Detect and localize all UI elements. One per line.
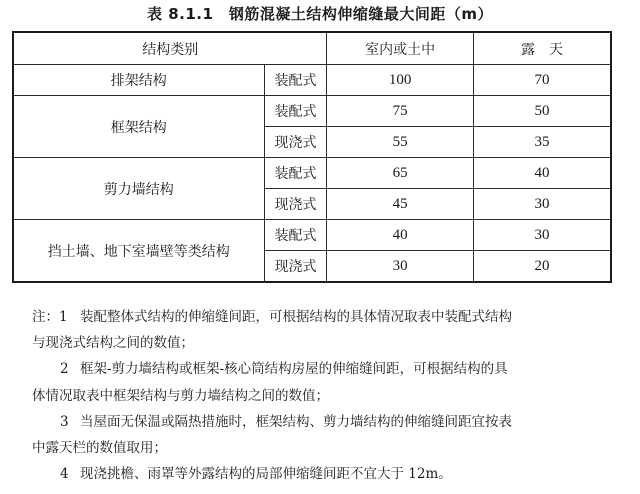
exposed-value: 30 [473, 189, 611, 220]
table-notes [32, 304, 632, 487]
method-cell: 现浇式 [264, 251, 327, 283]
indoor-value: 40 [327, 220, 474, 251]
note-2 [32, 356, 632, 382]
indoor-value: 65 [327, 158, 474, 189]
expansion-joint-table [12, 31, 612, 283]
header-row [13, 32, 611, 65]
note-3-line-1: 当屋面无保温或隔热措施时，框架结构、剪力墙结构的伸缩缝间距宜按表 [80, 413, 512, 430]
note-1 [32, 304, 632, 330]
table-row [13, 220, 611, 251]
structure-cell: 排架结构 [13, 65, 264, 96]
note-4 [32, 461, 632, 487]
note-3-line-2: 中露天栏的数值取用； [32, 440, 167, 457]
note-1-line-2: 与现浇式结构之间的数值； [32, 335, 194, 352]
note-4-line-1: 现浇挑檐、雨罩等外露结构的局部伸缩缝间距不宜大于 12m。 [80, 466, 452, 483]
exposed-value: 30 [473, 220, 611, 251]
table-row [13, 96, 611, 127]
method-cell: 装配式 [264, 220, 327, 251]
method-cell: 现浇式 [264, 189, 327, 220]
indoor-value: 55 [327, 127, 474, 158]
note-4-number: 4 [60, 466, 69, 483]
structure-cell: 剪力墙结构 [13, 158, 264, 220]
table-row [13, 65, 611, 96]
note-1-line-1: 装配整体式结构的伸缩缝间距，可根据结构的具体情况取表中装配式结构 [80, 309, 512, 325]
note-2-line-2: 体情况取表中框架结构与剪力墙结构之间的数值； [32, 387, 329, 404]
exposed-value: 40 [473, 158, 611, 189]
note-3 [32, 409, 632, 435]
notes-prefix: 注：1 [32, 309, 68, 325]
header-indoor: 室内或土中 [327, 32, 474, 65]
indoor-value: 45 [327, 189, 474, 220]
exposed-value: 20 [473, 251, 611, 283]
indoor-value: 100 [327, 65, 474, 96]
method-cell: 装配式 [264, 96, 327, 127]
structure-cell: 框架结构 [13, 96, 264, 158]
note-2-line-1: 框架-剪力墙结构或框架-核心筒结构房屋的伸缩缝间距，可根据结构的具 [80, 361, 508, 378]
exposed-value: 70 [473, 65, 611, 96]
note-2-number: 2 [60, 361, 69, 378]
structure-cell: 挡土墙、地下室墙壁等类结构 [13, 220, 264, 283]
method-cell: 装配式 [264, 65, 327, 96]
method-cell: 装配式 [264, 158, 327, 189]
exposed-value: 50 [473, 96, 611, 127]
exposed-value: 35 [473, 127, 611, 158]
method-cell: 现浇式 [264, 127, 327, 158]
header-structure-type: 结构类别 [13, 32, 327, 65]
table-caption: 表 8.1.1 钢筋混凝土结构伸缩缝最大间距（m） [146, 5, 494, 23]
note-3-number: 3 [60, 413, 69, 430]
indoor-value: 75 [327, 96, 474, 127]
indoor-value: 30 [327, 251, 474, 283]
table-row [13, 158, 611, 189]
header-exposed: 露 天 [473, 32, 611, 65]
